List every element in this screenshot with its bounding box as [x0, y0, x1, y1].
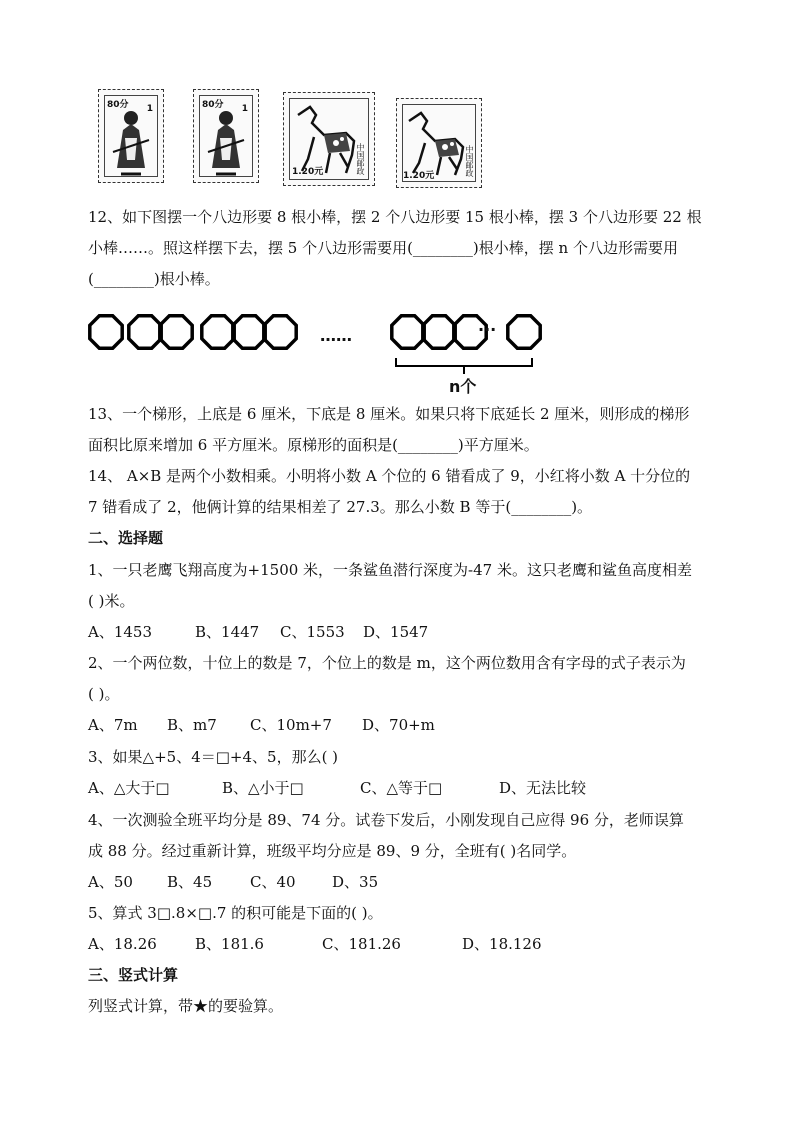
dots-ellipsis: …… [320, 326, 352, 345]
stamp-value: 1.20元 [292, 167, 324, 177]
choice-2-option-a[interactable]: A、7m [88, 716, 138, 734]
stamp-side-label: 中国邮政 [465, 145, 474, 177]
question-12-line-1: 12、如下图摆一个八边形要 8 根小棒，摆 2 个八边形要 15 根小棒，摆 3 个八边形要 22 根 [88, 208, 702, 226]
choice-2-option-c[interactable]: C、10m+7 [250, 716, 332, 734]
choice-5-line-1: 5、算式 3□.8×□.7 的积可能是下面的( )。 [88, 904, 383, 922]
choice-2-line-2: ( )。 [88, 685, 120, 703]
choice-1-option-c[interactable]: C、1553 [280, 623, 345, 641]
choice-1-line-1: 1、一只老鹰飞翔高度为+1500 米，一条鲨鱼潜行深度为-47 米。这只老鹰和鲨鱼高度相差 [88, 561, 692, 579]
section-3-heading: 三、竖式计算 [88, 966, 179, 984]
choice-5-option-a[interactable]: A、18.26 [88, 935, 157, 953]
stamp-value: 80分 [107, 100, 129, 110]
choice-4-option-b[interactable]: B、45 [167, 873, 213, 891]
stamp-side-label: 1 [241, 104, 248, 114]
horse-illustration-icon [397, 99, 481, 187]
stamp-side-label: 1 [146, 104, 153, 114]
choice-2-option-b[interactable]: B、m7 [167, 716, 217, 734]
choice-3-option-a[interactable]: A、△大于□ [88, 779, 170, 797]
choice-5-option-c[interactable]: C、181.26 [322, 935, 401, 953]
n-brace [396, 358, 532, 374]
choice-4-option-d[interactable]: D、35 [332, 873, 379, 891]
choice-4-option-c[interactable]: C、40 [250, 873, 296, 891]
stamp-value: 1.20元 [403, 171, 435, 181]
horse-illustration-icon [284, 93, 374, 185]
figure-illustration-icon [194, 90, 258, 182]
question-12-line-3: (________)根小棒。 [88, 270, 220, 288]
n-count-label: n个 [449, 377, 477, 396]
octagon-group-n [392, 316, 540, 348]
section-3-instruction: 列竖式计算，带★的要验算。 [88, 997, 284, 1015]
choice-5-option-b[interactable]: B、181.6 [195, 935, 264, 953]
choice-2-option-d[interactable]: D、70+m [362, 716, 435, 734]
stamp-value: 80分 [202, 100, 224, 110]
choice-1-line-2: ( )米。 [88, 592, 135, 610]
stamp-4 [396, 98, 482, 188]
stamp-1 [98, 89, 164, 183]
choice-3-option-d[interactable]: D、无法比较 [499, 779, 587, 797]
inner-ellipsis: ··· [478, 320, 497, 339]
question-13-line-2: 面积比原来增加 6 平方厘米。原梯形的面积是(________)平方厘米。 [88, 436, 539, 454]
choice-5-option-d[interactable]: D、18.126 [462, 935, 542, 953]
octagon-group-3 [202, 316, 296, 348]
stamp-3 [283, 92, 375, 186]
section-2-heading: 二、选择题 [88, 529, 164, 547]
octagon-group-1 [90, 316, 122, 348]
choice-4-option-a[interactable]: A、50 [88, 873, 133, 891]
choice-3-option-b[interactable]: B、△小于□ [222, 779, 304, 797]
stamp-side-label: 中国邮政 [356, 143, 365, 175]
octagon-group-2 [129, 316, 192, 348]
question-12-line-2: 小棒……。照这样摆下去，摆 5 个八边形需要用(________)根小棒，摆 n 个八边形需要用 [88, 239, 678, 257]
figure-illustration-icon [99, 90, 163, 182]
choice-1-option-d[interactable]: D、1547 [363, 623, 429, 641]
choice-3-line-1: 3、如果△+5、4＝□+4、5，那么( ) [88, 748, 339, 766]
choice-1-option-b[interactable]: B、1447 [195, 623, 260, 641]
choice-4-line-2: 成 88 分。经过重新计算，班级平均分应是 89、9 分，全班有( )名同学。 [88, 842, 577, 860]
choice-1-option-a[interactable]: A、1453 [88, 623, 153, 641]
choice-4-line-1: 4、一次测验全班平均分是 89、74 分。试卷下发后，小刚发现自己应得 96 分，老师误算 [88, 811, 684, 829]
choice-3-option-c[interactable]: C、△等于□ [360, 779, 443, 797]
question-14-line-1: 14、 A×B 是两个小数相乘。小明将小数 A 个位的 6 错看成了 9，小红将小数 A 十分位的 [88, 467, 691, 485]
stamp-2 [193, 89, 259, 183]
question-14-line-2: 7 错看成了 2，他俩计算的结果相差了 27.3。那么小数 B 等于(________)。 [88, 498, 593, 516]
question-13-line-1: 13、一个梯形，上底是 6 厘米，下底是 8 厘米。如果只将下底延长 2 厘米，则形成的梯形 [88, 405, 690, 423]
choice-2-line-1: 2、一个两位数，十位上的数是 7，个位上的数是 m，这个两位数用含有字母的式子表示为 [88, 654, 686, 672]
